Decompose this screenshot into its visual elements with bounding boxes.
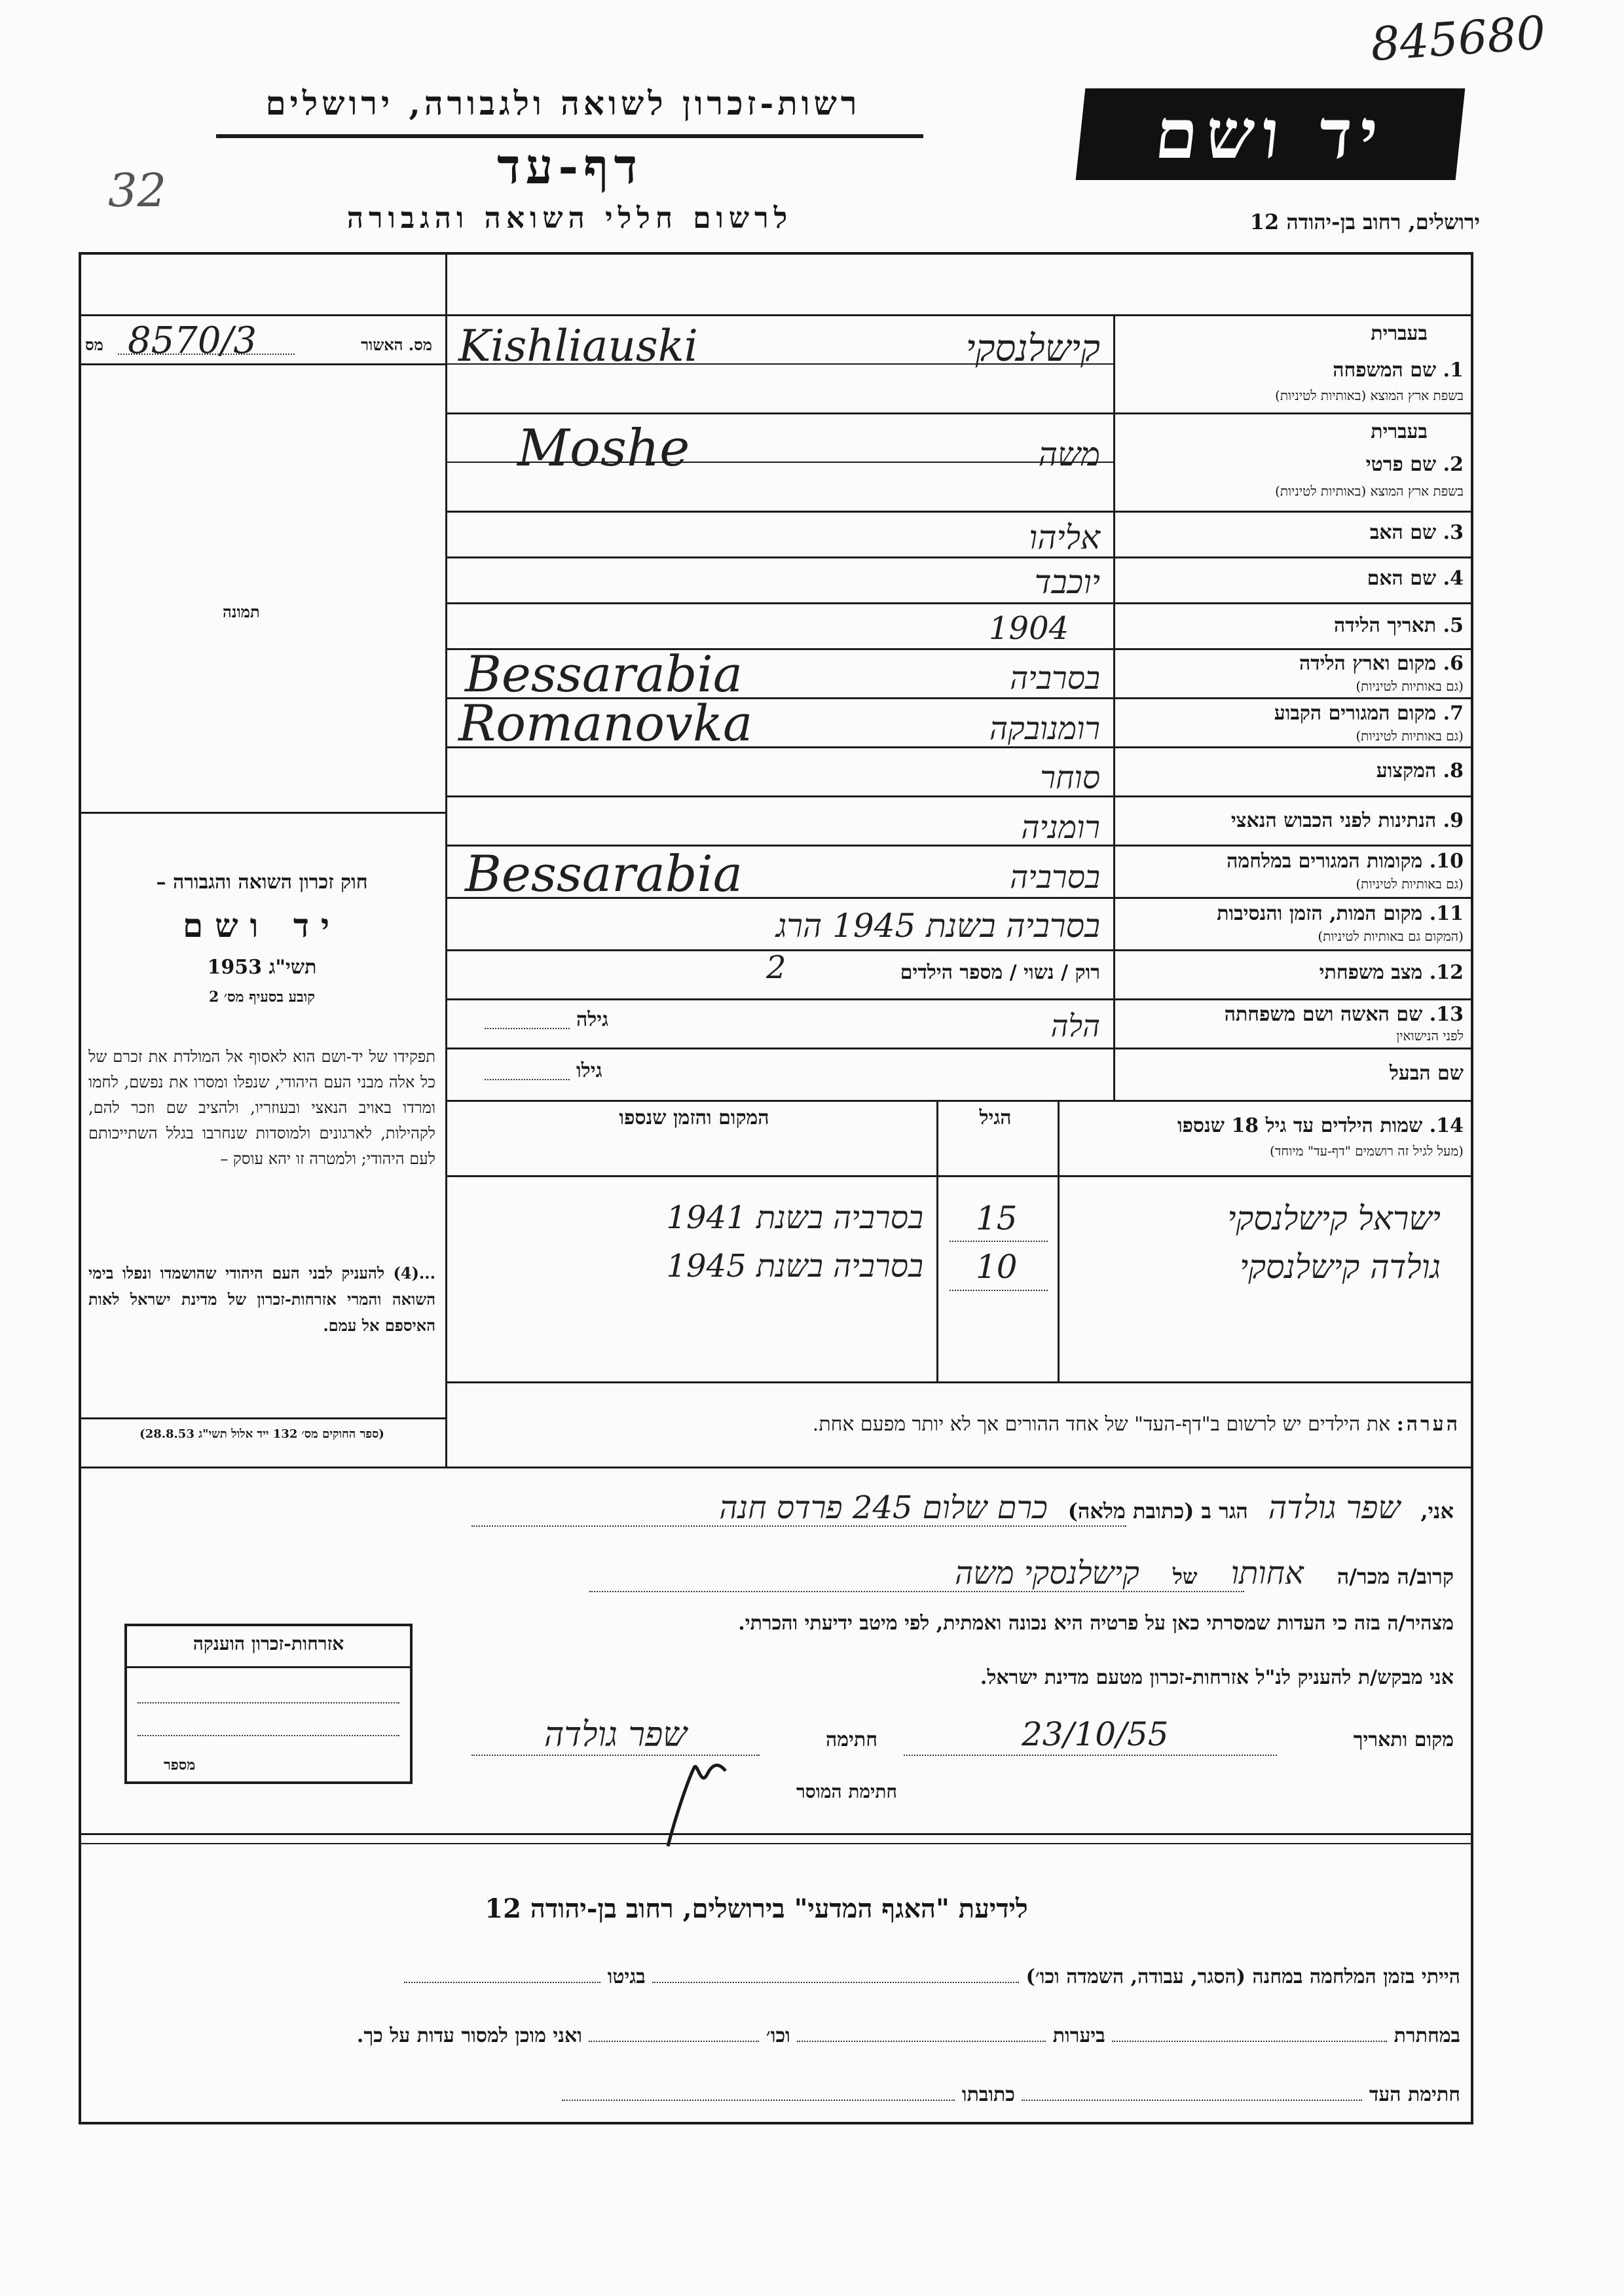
law-clause: קובע בסעיף מס׳ 2 [208,989,316,1006]
right-column-divider [1113,314,1115,1100]
declarant-name: שפר גולדה [1268,1489,1401,1526]
declaration-line-3: מצהיר/ה בזה כי העדות שמסרתי כאן על פרטיה היא נכונה ואמתית, לפי מיטב ידיעתי והכרתי. [738,1612,1454,1635]
field-7-label: 7. מקום המגורים הקבוע [1274,702,1464,725]
field-1-label: 1. שם המשפחה [1333,359,1464,382]
form-subtitle: לרשום חללי השואה והגבורה [346,202,793,235]
signature-label: חתימה [826,1728,877,1751]
wife-age-label: גילה [576,1008,609,1031]
place-date-label: מקום ותאריך [1353,1728,1454,1751]
note-row [655,1413,1460,1436]
authority-name: רשות-זכרון לשואה ולגבורה, ירושלים [265,84,861,122]
left-column-divider [445,314,447,1467]
children-subnote: (מעל לגיל זה רושמים "דף-עד" מיוחד) [1270,1143,1464,1159]
residence-hebrew: רומנובקה [989,710,1100,747]
field-5-label: 5. תאריך הלידה [1334,614,1464,637]
occupation: סוחר [1040,759,1100,796]
field-8-label: 8. המקצוע [1376,759,1464,782]
citizenship: רומניה [1021,809,1100,846]
address: ירושלים, רחוב בן-יהודה 12 [1249,210,1480,234]
archive-stamp-number: 845680 [1369,5,1547,72]
field-3-label: 3. שם האב [1369,521,1464,544]
surname-latin: Kishliauski [458,321,698,371]
law-title: חוק זכרון השואה והגבורה – [156,871,368,894]
husband-age-label: גילו [576,1059,602,1082]
husband-label: שם הבעל [1389,1062,1464,1085]
children-col-place: המקום והזמן שנספו [619,1106,769,1129]
mother-name: יוכבד [1034,563,1100,601]
law-year: תשי"ג 1953 [207,956,317,979]
yad-vashem-logo [1076,88,1466,180]
family-status-options: רוק / נשוי / מספר הילדים [900,961,1100,984]
official-signature-scribble [648,1741,733,1853]
note-text: את הילדים יש לרשום ב"דף-העד" של אחד ההורים אך לא יותר מפעם אחת. [812,1413,1391,1436]
child-place: בסרביה בשנת 1941 [666,1199,923,1236]
declaration-line-2: קרוב/ה מכר/ה אחותו של קישלנסקי משה [458,1555,1454,1592]
law-paragraph-1: תפקידו של יד-ושם הוא לאסוף אל המולדת את זכרם של כל אלה מבני העם היהודי, שנפלו ומסרו את נפשם, לחמו ומרדו באויב הנאצי ובעוזריו, ולהציב שם וזכר להם, לקהילות, לארגונים ולמוסדות שנחרבו בגלל השתייכותם לעם היהודי; ולמטרה זו יהא עוסק – [88,1048,435,1168]
official-signature-label: חתימת המוסר [796,1781,897,1802]
birth-date: 1904 [989,610,1069,647]
certificate-number-label: מספר [164,1757,196,1774]
declaration-line-1: אני, שפר גולדה הגר ב (כתובת מלאה) כרם שלום 245 פרדס חנה [458,1489,1454,1526]
certificate-title: אזרחות-זכרון הוענקה [193,1633,344,1654]
death-place-time: בסרביה בשנת 1945 הרג [775,907,1100,945]
research-line-1: הייתי בזמן המלחמה במחנה (הסגר, עבודה, השמדה וכו׳) בגיטו [92,1965,1460,1988]
birthplace-latin: Bessarabia [465,645,743,703]
surname-hebrew: קישלנסקי [965,327,1100,370]
field-9-label: 9. הנתינות לפני הכבוש הנאצי [1230,809,1464,832]
corner-handwritten-mark: 32 [108,164,167,217]
children-col-age: הגיל [979,1106,1012,1129]
research-line-2: במחתרת ביערות וכו׳ ואני מוכן למסור עדות על כך. [356,2024,1460,2047]
field-13-label: 13. שם האשה ושם משפחתה [1224,1003,1464,1026]
law-name: יד ושם [183,906,341,945]
declarant-address: כרם שלום 245 פרדס חנה [719,1489,1048,1526]
child-age: 10 [976,1248,1018,1286]
logo-text: יד ושם [1151,94,1390,174]
children-count: 2 [766,949,786,986]
wife-name: הלה [1050,1008,1100,1044]
residence-latin: Romanovka [458,694,753,752]
signature-value: שפר גולדה [544,1715,688,1755]
field-12-label: 12. מצב משפחתי [1319,961,1464,984]
law-gazette: (ספר החוקים מס׳ 132 ייד אלול תשי"ג 28.8.53) [139,1427,384,1441]
field-6-label: 6. מקום וארץ הלידה [1299,652,1464,675]
wartime-residence-latin: Bessarabia [465,845,743,903]
form-title: דף-עד [496,139,643,195]
authority-underline [216,134,923,138]
registration-serial-label: מס. האשור [361,335,432,354]
first-name-latin: Moshe [517,419,690,478]
father-name: אליהו [1029,519,1100,556]
law-paragraph-2: ...(4) להעניק לבני העם היהודי שהושמדו ונפלו בימי השואה והמרי אזרחות-זכרון של מדינת ישראל לאות האיספם אל עמם. [88,1264,435,1335]
field-10-label: 10. מקומות המגורים במלחמה [1227,850,1464,873]
research-line-3: חתימת העד כתובתו [524,2083,1460,2106]
wartime-residence-hebrew: בסרביה [1010,859,1100,896]
field-4-label: 4. שם האם [1367,567,1464,590]
declaration-line-4: אני מבקש/ת להעניק לנ"ל אזרחות-זכרון מטעם מדינת ישראל. [980,1666,1454,1689]
note-label: הערה: [1396,1413,1460,1436]
field-11-label: 11. מקום המות, הזמן והנסיבות [1217,902,1464,925]
photo-label: תמונה [223,602,260,621]
child-name: גולדה קישלנסקי [1240,1248,1441,1286]
child-place: בסרביה בשנת 1945 [666,1248,923,1285]
child-name: ישראל קישלנסקי [1227,1199,1441,1237]
registration-number: 8570/3 [128,319,257,362]
registration-no-label: מס [85,335,103,354]
victim-name: קישלנסקי משה [955,1555,1139,1592]
child-age: 15 [976,1199,1018,1237]
children-heading: 14. שמות הילדים עד גיל 18 שנספו [1177,1114,1464,1137]
place-date-value: 23/10/55 [1022,1715,1169,1753]
research-heading: לידיעת "האגף המדעי" בירושלים, רחוב בן-יהודה 12 [485,1893,1028,1924]
field-2-label: 2. שם פרטי [1365,453,1464,476]
relation: אחותו [1230,1555,1304,1592]
first-name-hebrew: משה [1038,435,1100,473]
birthplace-hebrew: בסרביה [1010,660,1100,697]
